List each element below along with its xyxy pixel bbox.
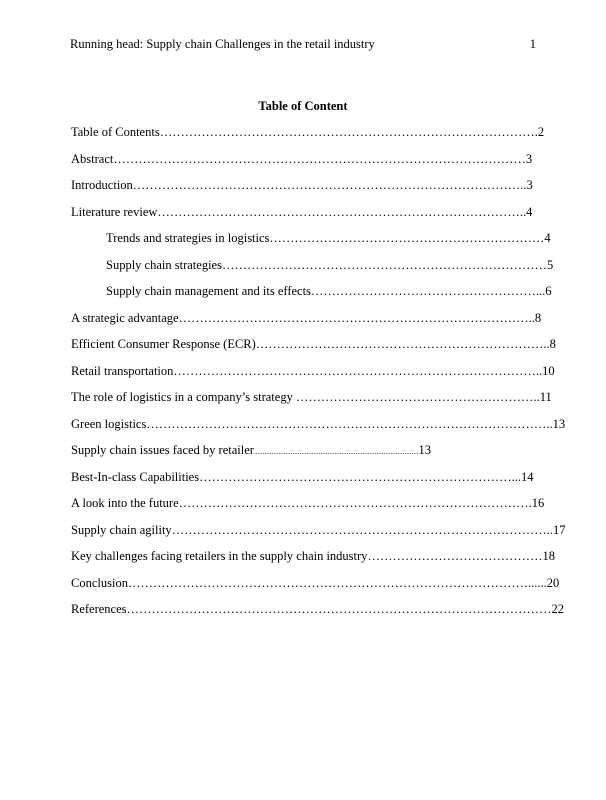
toc-entry-leader: …………………………………………………………………... bbox=[199, 469, 521, 484]
toc-entry-leader: ……………………………………………………………………………………… bbox=[113, 151, 526, 166]
toc-entry-title: Supply chain strategies bbox=[106, 257, 222, 272]
toc-entry-page: 6 bbox=[545, 284, 552, 298]
toc-entry-supply-chain-issues bbox=[71, 442, 541, 469]
toc-entry-page: 8 bbox=[549, 337, 556, 351]
toc-entry-leader: ………………………………………………………………………………….. bbox=[132, 178, 527, 192]
toc-entry-supply-chain-strategies bbox=[71, 257, 554, 284]
toc-entry-page: 13 bbox=[418, 443, 431, 457]
toc-entry-page: 20 bbox=[546, 575, 560, 590]
toc-entry-leader: ……………………………………………………………………………….. bbox=[171, 522, 553, 537]
toc-entry-page: 3 bbox=[526, 178, 533, 192]
toc-entry-leader: …………………………………… bbox=[367, 549, 543, 563]
toc-entry-references bbox=[71, 601, 565, 628]
toc-entry-title: Conclusion bbox=[71, 575, 128, 590]
toc-entry-literature-review bbox=[71, 204, 541, 231]
toc-entry-introduction bbox=[71, 177, 541, 204]
toc-entry-conclusion bbox=[71, 575, 560, 602]
toc-entry-title: Best-In-class Capabilities bbox=[71, 469, 200, 484]
toc-entry-table-of-contents bbox=[71, 124, 545, 151]
toc-entry-title: Key challenges facing retailers in the supply chain industry bbox=[71, 549, 368, 563]
toc-entry-page: 18 bbox=[542, 549, 555, 563]
toc-entry-page: 3 bbox=[525, 151, 533, 166]
toc-entry-page: 22 bbox=[551, 602, 565, 616]
toc-entry-best-in-class bbox=[71, 469, 541, 496]
toc-entry-page: 14 bbox=[520, 469, 534, 484]
toc-entry-leader: …………………………………………………………………………….. bbox=[157, 204, 527, 219]
toc-entry-leader: …………………………………………………………………… bbox=[221, 257, 547, 272]
toc-entry-leader: …………………………………………………………………………….. bbox=[173, 363, 543, 378]
toc-entry-role-of-logistics bbox=[71, 389, 552, 416]
toc-entry-title: A strategic advantage bbox=[71, 310, 179, 325]
toc-entry-title: Efficient Consumer Response (ECR) bbox=[71, 337, 256, 351]
toc-entry-trends-and-strategies bbox=[71, 230, 551, 257]
page-number: 1 bbox=[529, 37, 536, 51]
toc-entry-leader: ………………………………………………………………………………………… bbox=[126, 602, 552, 616]
toc-entry-page: .2 bbox=[534, 125, 545, 139]
toc-entry-title: Supply chain management and its effects bbox=[106, 284, 311, 298]
toc-entry-title: Supply chain issues faced by retailer bbox=[71, 443, 254, 457]
toc-entry-page: 11 bbox=[539, 390, 552, 404]
toc-entry-page: 4 bbox=[526, 204, 533, 219]
toc-entry-title: Supply chain agility bbox=[71, 522, 172, 537]
toc-entry-look-into-future bbox=[71, 495, 545, 522]
toc-entry-retail-transportation bbox=[71, 363, 555, 390]
toc-entry-title: Trends and strategies in logistics bbox=[106, 231, 270, 245]
table-of-contents bbox=[71, 124, 566, 628]
toc-entry-title: References bbox=[71, 602, 127, 616]
toc-entry-ecr bbox=[71, 336, 556, 363]
toc-entry-leader: .............................................................................................. bbox=[253, 448, 419, 456]
toc-entry-page: 5 bbox=[546, 257, 554, 272]
toc-entry-leader: ………………………………………………………… bbox=[269, 231, 545, 245]
toc-entry-leader: …………………………………………………………………………………….. bbox=[146, 416, 553, 431]
toc-entry-page: 10 bbox=[542, 363, 555, 378]
toc-entry-title: Retail transportation bbox=[71, 363, 174, 378]
toc-entry-title: A look into the future bbox=[71, 496, 179, 510]
toc-entry-green-logistics bbox=[71, 416, 566, 443]
toc-entry-leader: ………………………………………………….. bbox=[295, 390, 540, 404]
toc-entry-leader: ………………………………………………... bbox=[310, 284, 546, 298]
toc-entry-leader: …………………………………………………………………………. bbox=[178, 496, 532, 510]
toc-entry-page: 17 bbox=[552, 522, 566, 537]
toc-entry-page: 8 bbox=[534, 310, 542, 325]
toc-entry-title: Literature review bbox=[71, 204, 158, 219]
toc-entry-page: 16 bbox=[531, 496, 545, 510]
toc-entry-page: 4 bbox=[544, 231, 551, 245]
toc-entry-strategic-advantage bbox=[71, 310, 541, 337]
toc-entry-title: Introduction bbox=[71, 178, 133, 192]
toc-entry-title: The role of logistics in a company’s strategy bbox=[71, 390, 296, 404]
toc-entry-leader: ……………………………………………………………………………… bbox=[159, 125, 535, 139]
toc-entry-page: 13 bbox=[552, 416, 566, 431]
toc-entry-leader: ……………………………………………………………………………………...... bbox=[127, 575, 547, 590]
running-head: Running head: Supply chain Challenges in the retail industry bbox=[70, 37, 375, 51]
toc-entry-title: Green logistics bbox=[71, 416, 147, 431]
toc-entry-title: Abstract bbox=[71, 151, 114, 166]
toc-entry-abstract bbox=[71, 151, 541, 178]
toc-entry-title: Table of Contents bbox=[71, 125, 160, 139]
toc-entry-key-challenges bbox=[71, 548, 555, 575]
toc-heading: Table of Content bbox=[258, 99, 348, 113]
page-header bbox=[70, 36, 536, 52]
toc-entry-leader: …………………………………………………………….. bbox=[255, 337, 550, 351]
toc-entry-supply-chain-management bbox=[71, 283, 552, 310]
toc-entry-leader: ………………………………………………………………………….. bbox=[178, 310, 535, 325]
toc-entry-supply-chain-agility bbox=[71, 522, 566, 549]
